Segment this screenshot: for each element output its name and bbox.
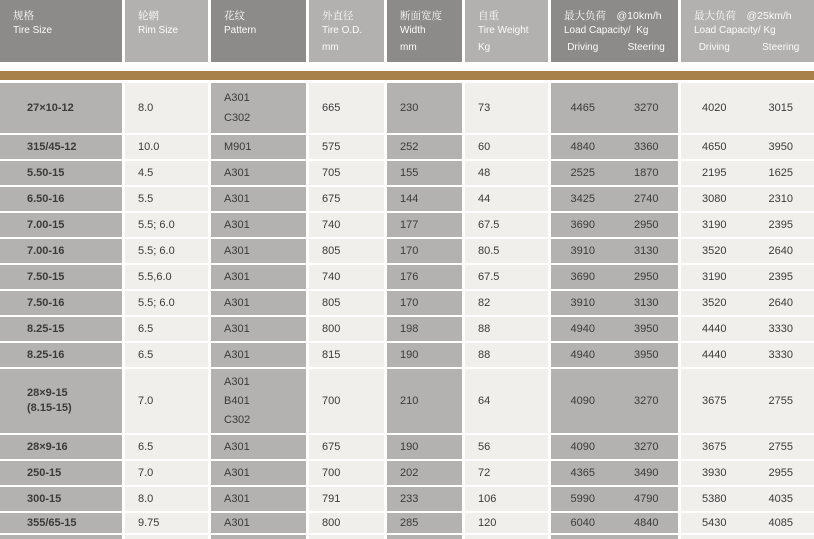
load-value: 3130 [634,245,659,257]
tire-size-line: 250-15 [27,466,62,479]
pattern-line: A301 [224,441,250,453]
load-value: 1625 [768,167,793,179]
cell-width: 176 [387,265,462,289]
header-tire-weight-zh: 自重 [478,10,499,22]
cell-load-10km [551,135,678,159]
table-row [0,161,814,185]
table-row [0,435,814,459]
load-value: 4085 [768,517,793,529]
cell-tire-weight: 67.5 [465,265,548,289]
tire-size-line: 28×9-15 [27,387,68,400]
header-tire-size-en: Tire Size [13,24,53,36]
load-value: 2640 [768,297,793,309]
tire-size-line: 5.50-15 [27,166,65,179]
cell-tire-od: 800 [309,317,384,341]
header-tire-od-unit: mm [322,42,339,53]
cell-tire-weight: 88 [465,317,548,341]
cell-partial [211,535,306,539]
load-value: 2395 [768,219,793,231]
cell-rim-size: 9.75 [125,513,208,533]
load-value: 3950 [634,349,659,361]
load-value: 5990 [570,493,595,505]
pattern-line: A301 [224,467,250,479]
cell-load-25km [681,83,814,133]
cell-width: 144 [387,187,462,211]
cell-load-25km [681,213,814,237]
cell-rim-size: 5.5 [125,187,208,211]
load-value: 2395 [768,271,793,283]
load-value: 3520 [702,245,727,257]
cell-load-25km [681,461,814,485]
load-value: 4440 [702,349,727,361]
cell-tire-od: 705 [309,161,384,185]
tire-size-line: 8.25-16 [27,348,65,361]
cell-tire-weight: 56 [465,435,548,459]
cell-tire-size [0,369,122,433]
load-value: 4090 [570,441,595,453]
load-value: 3190 [702,271,727,283]
cell-tire-weight: 120 [465,513,548,533]
cell-width: 170 [387,291,462,315]
tire-size-line: 355/65-15 [27,516,77,529]
header-driving-label: Driving [698,42,730,53]
cell-pattern [211,435,306,459]
load-value: 4365 [570,467,595,479]
cell-rim-size: 8.0 [125,487,208,511]
cell-tire-weight: 60 [465,135,548,159]
table-row [0,83,814,133]
tire-size-line: 6.50-16 [27,192,65,205]
table-body [0,83,814,539]
cell-pattern [211,265,306,289]
load-value: 4465 [570,102,595,114]
load-value: 4440 [702,323,727,335]
header-body-gap [0,62,814,71]
cell-width: 155 [387,161,462,185]
tire-size-line: 315/45-12 [27,140,77,153]
pattern-line: A301 [224,323,250,335]
cell-tire-weight: 106 [465,487,548,511]
load-value: 2740 [634,193,659,205]
load-value: 2950 [634,219,659,231]
cell-load-25km [681,487,814,511]
load-value: 4790 [634,493,659,505]
header-tire-od-zh: 外直径 [322,10,354,22]
pattern-line: A301 [224,167,250,179]
cell-pattern [211,213,306,237]
cell-tire-size [0,461,122,485]
cell-rim-size: 4.5 [125,161,208,185]
cell-tire-od: 791 [309,487,384,511]
pattern-line: A301 [224,517,250,529]
cell-tire-size [0,239,122,263]
header-load-10km-en: Load Capacity/ Kg [564,24,649,36]
cell-tire-od: 800 [309,513,384,533]
load-value: 2950 [634,271,659,283]
cell-rim-size: 7.0 [125,461,208,485]
cell-tire-size [0,161,122,185]
load-value: 3490 [634,467,659,479]
cell-tire-weight: 73 [465,83,548,133]
table-row [0,317,814,341]
cell-load-10km [551,161,678,185]
header-tire-weight-unit: Kg [478,42,491,53]
cell-tire-weight: 88 [465,343,548,367]
load-value: 6040 [570,517,595,529]
cell-partial [387,535,462,539]
cell-width: 202 [387,461,462,485]
cell-partial [551,535,678,539]
cell-load-10km [551,213,678,237]
cell-tire-od: 815 [309,343,384,367]
cell-tire-size [0,187,122,211]
tire-size-line: 7.50-16 [27,296,65,309]
cell-load-25km [681,435,814,459]
table-row [0,213,814,237]
table-row [0,343,814,367]
cell-width: 177 [387,213,462,237]
pattern-line: C302 [224,414,251,426]
table-row [0,265,814,289]
cell-load-10km [551,239,678,263]
load-value: 3130 [634,297,659,309]
cell-tire-od: 675 [309,187,384,211]
cell-tire-od: 740 [309,265,384,289]
cell-tire-weight: 48 [465,161,548,185]
tire-size-line: 8.25-15 [27,322,65,335]
cell-rim-size: 7.0 [125,369,208,433]
load-value: 3190 [702,219,727,231]
cell-pattern [211,487,306,511]
cell-pattern [211,161,306,185]
cell-load-10km [551,513,678,533]
header-rim-size-en: Rim Size [138,24,179,36]
header-load-10km-zh: 最大负荷 @10km/h [564,10,662,22]
cell-tire-od: 805 [309,291,384,315]
header-load-25km-en: Load Capacity/ Kg [694,24,776,36]
cell-load-25km [681,291,814,315]
load-value: 4090 [570,395,595,407]
cell-width: 190 [387,343,462,367]
pattern-line: A301 [224,271,250,283]
load-value: 3270 [634,441,659,453]
cell-rim-size: 5.5; 6.0 [125,239,208,263]
cell-tire-od: 700 [309,369,384,433]
pattern-line: A301 [224,219,250,231]
cell-load-25km [681,317,814,341]
cell-load-10km [551,187,678,211]
load-value: 3950 [634,323,659,335]
header-load-25km [681,0,814,62]
header-rim-size-zh: 轮辋 [138,10,159,22]
header-tire-od [309,0,384,62]
header-steering-label: Steering [762,42,800,53]
cell-rim-size: 5.5,6.0 [125,265,208,289]
pattern-line: A301 [224,493,250,505]
table-row [0,187,814,211]
load-value: 4035 [768,493,793,505]
load-value: 5380 [702,493,727,505]
header-driving-label: Driving [567,42,599,53]
pattern-line: A301 [224,376,250,388]
cell-tire-weight: 80.5 [465,239,548,263]
table-row [0,239,814,263]
load-value: 3690 [570,271,595,283]
load-value: 3910 [570,245,595,257]
load-value: 3080 [702,193,727,205]
cell-load-10km [551,265,678,289]
pattern-line: B401 [224,395,250,407]
cell-load-10km [551,343,678,367]
cell-load-25km [681,135,814,159]
cell-rim-size: 6.5 [125,317,208,341]
cell-tire-od: 665 [309,83,384,133]
table-row [0,487,814,511]
load-value: 3270 [634,395,659,407]
load-value: 3675 [702,395,727,407]
header-load-25km-subcolumns [681,41,814,55]
header-width-unit: mm [400,42,417,53]
cell-load-10km [551,369,678,433]
load-value: 4650 [702,141,727,153]
cell-tire-size [0,487,122,511]
load-value: 4940 [570,323,595,335]
header-tire-weight [465,0,548,62]
header-tire-size-zh: 规格 [13,10,34,22]
cell-load-25km [681,187,814,211]
header-load-10km-subcolumns [551,41,678,55]
tire-size-line: 7.00-15 [27,218,65,231]
cell-tire-size [0,435,122,459]
header-pattern [211,0,306,62]
load-value: 5430 [702,517,727,529]
cell-width: 190 [387,435,462,459]
gold-divider-bar [0,71,814,80]
load-value: 4840 [634,517,659,529]
pattern-line: A301 [224,245,250,257]
load-value: 3330 [768,323,793,335]
tire-size-line: 7.00-16 [27,244,65,257]
pattern-line: A301 [224,297,250,309]
cell-load-25km [681,343,814,367]
tire-size-line: (8.15-15) [27,402,72,414]
cell-tire-size [0,343,122,367]
cell-pattern [211,135,306,159]
cell-tire-size [0,213,122,237]
cell-rim-size: 6.5 [125,435,208,459]
load-value: 2640 [768,245,793,257]
cell-load-10km [551,435,678,459]
cell-pattern [211,343,306,367]
cell-pattern [211,461,306,485]
cell-load-10km [551,83,678,133]
cell-load-25km [681,161,814,185]
load-value: 2525 [570,167,595,179]
cell-width: 198 [387,317,462,341]
load-value: 3950 [768,141,793,153]
cell-rim-size: 5.5; 6.0 [125,291,208,315]
header-load-25km-zh: 最大负荷 @25km/h [694,10,792,22]
cell-tire-weight: 64 [465,369,548,433]
cell-pattern [211,83,306,133]
cell-tire-weight: 72 [465,461,548,485]
load-value: 3520 [702,297,727,309]
cell-tire-weight: 82 [465,291,548,315]
cell-load-10km [551,317,678,341]
load-value: 3675 [702,441,727,453]
load-value: 3270 [634,102,659,114]
pattern-line: A301 [224,91,250,104]
load-value: 4940 [570,349,595,361]
load-value: 2755 [768,441,793,453]
load-value: 3360 [634,141,659,153]
table-row [0,513,814,533]
header-width-en: Width [400,24,426,36]
tire-size-line: 27×10-12 [27,101,74,114]
cell-rim-size: 6.5 [125,343,208,367]
cell-pattern [211,187,306,211]
load-value: 3330 [768,349,793,361]
cell-tire-size [0,317,122,341]
cell-tire-weight: 44 [465,187,548,211]
cell-partial [125,535,208,539]
cell-tire-weight: 67.5 [465,213,548,237]
table-row-partial [0,535,814,539]
cell-partial [465,535,548,539]
cell-width: 210 [387,369,462,433]
cell-tire-size [0,513,122,533]
pattern-line: A301 [224,193,250,205]
load-value: 3930 [702,467,727,479]
cell-load-25km [681,239,814,263]
cell-tire-size [0,135,122,159]
table-row [0,291,814,315]
header-width [387,0,462,62]
tire-size-line: 300-15 [27,492,62,505]
pattern-line: A301 [224,349,250,361]
cell-rim-size: 10.0 [125,135,208,159]
cell-tire-od: 700 [309,461,384,485]
cell-load-10km [551,461,678,485]
cell-width: 252 [387,135,462,159]
pattern-line: M901 [224,141,252,153]
load-value: 2310 [768,193,793,205]
cell-pattern [211,369,306,433]
tire-size-line: 28×9-16 [27,440,68,453]
header-tire-weight-en: Tire Weight [478,24,529,36]
table-row [0,369,814,433]
header-tire-od-en: Tire O.D. [322,24,363,36]
cell-width: 230 [387,83,462,133]
cell-rim-size: 5.5; 6.0 [125,213,208,237]
cell-load-25km [681,369,814,433]
header-steering-label: Steering [627,42,665,53]
cell-pattern [211,291,306,315]
header-pattern-zh: 花纹 [224,10,245,22]
cell-load-25km [681,265,814,289]
cell-rim-size: 8.0 [125,83,208,133]
table-row [0,135,814,159]
table-header [0,0,814,62]
cell-pattern [211,513,306,533]
load-value: 2195 [702,167,727,179]
load-value: 3690 [570,219,595,231]
load-value: 1870 [634,167,659,179]
load-value: 2955 [768,467,793,479]
table-row [0,461,814,485]
header-width-zh: 断面宽度 [400,10,442,22]
cell-tire-od: 805 [309,239,384,263]
cell-partial [309,535,384,539]
header-pattern-en: Pattern [224,24,257,36]
cell-tire-size [0,83,122,133]
cell-tire-size [0,291,122,315]
header-load-10km [551,0,678,62]
cell-partial [0,535,122,539]
cell-tire-od: 740 [309,213,384,237]
cell-pattern [211,317,306,341]
cell-load-10km [551,487,678,511]
cell-tire-od: 675 [309,435,384,459]
load-value: 2755 [768,395,793,407]
load-value: 4840 [570,141,595,153]
cell-tire-size [0,265,122,289]
cell-width: 170 [387,239,462,263]
load-value: 3425 [570,193,595,205]
tire-size-line: 7.50-15 [27,270,65,283]
load-value: 3015 [768,102,793,114]
load-value: 4020 [702,102,727,114]
cell-load-25km [681,513,814,533]
load-value: 3910 [570,297,595,309]
cell-width: 285 [387,513,462,533]
cell-width: 233 [387,487,462,511]
cell-partial [681,535,814,539]
cell-pattern [211,239,306,263]
header-tire-size [0,0,122,62]
cell-load-10km [551,291,678,315]
header-rim-size [125,0,208,62]
pattern-line: C302 [224,112,251,125]
cell-tire-od: 575 [309,135,384,159]
